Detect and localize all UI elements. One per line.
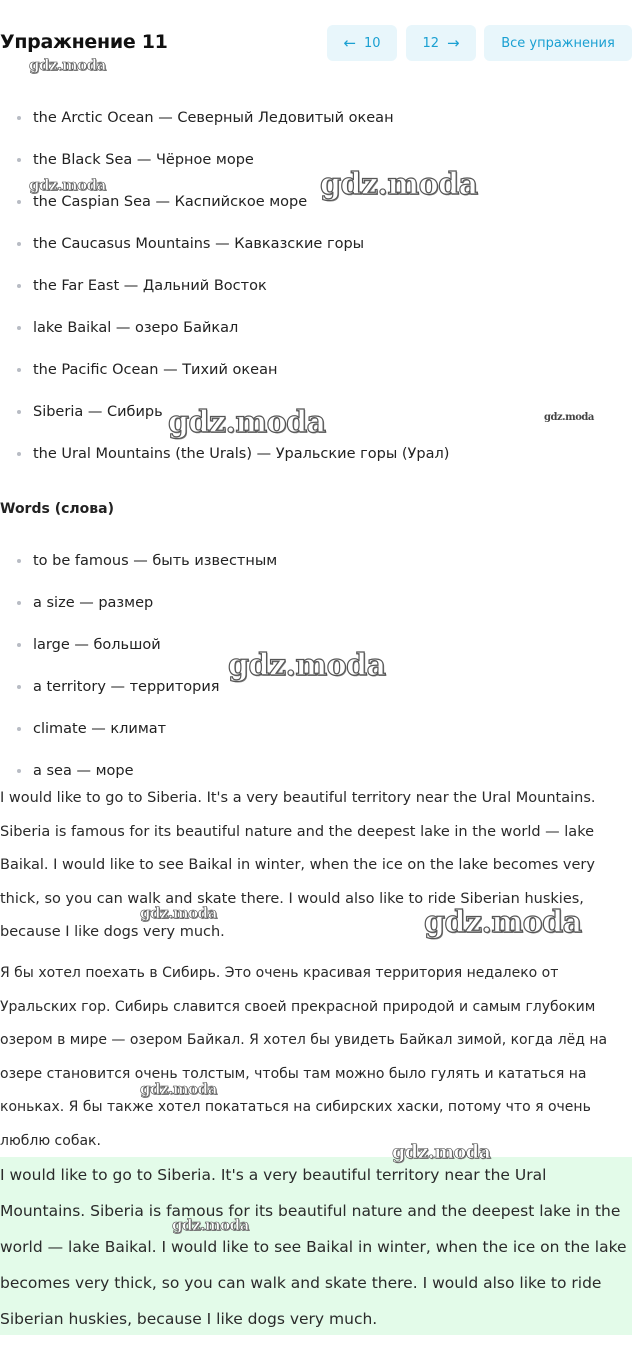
list-item: Siberia — Сибирь — [0, 391, 449, 433]
page-title: Упражнение 11 — [0, 31, 168, 53]
watermark-logo: gdz.moda — [140, 904, 217, 922]
list-item: the Ural Mountains (the Urals) — Уральские горы (Урал) — [0, 433, 449, 475]
watermark-logo: gdz.moda — [320, 167, 478, 202]
watermark-logo: gdz.moda — [424, 905, 582, 940]
list-item: climate — климат — [0, 708, 277, 750]
prev-exercise-label: 10 — [364, 35, 381, 51]
watermark-logo: gdz.moda — [29, 56, 106, 74]
list-item: the Far East — Дальний Восток — [0, 265, 449, 307]
arrow-right-icon: → — [446, 34, 460, 52]
watermark-logo: gdz.moda — [140, 1080, 217, 1098]
answer-text: I would like to go to Siberia. It's a very beautiful territory near the Ural Mountains. Siberia is famous for its beautiful nature and the deepest lake in the world — lake Baikal. I would like to see Baikal in winter, when the ice on the lake becomes very thick, so you can walk and skate there. I would also like to ride Siberian huskies, because I like dogs very much. — [0, 1166, 627, 1328]
next-exercise-button[interactable] — [406, 25, 476, 61]
watermark-logo: gdz.moda — [392, 1141, 491, 1163]
list-item: lake Baikal — озеро Байкал — [0, 307, 449, 349]
prev-exercise-button[interactable] — [327, 25, 397, 61]
words-heading: Words (слова) — [0, 501, 114, 517]
list-item: a territory — территория — [0, 666, 277, 708]
paragraph-russian: Я бы хотел поехать в Сибирь. Это очень красивая территория недалеко от Уральских гор. Сибирь славится своей прекрасной природой и самым глубоким озером в мире — озером Байкал. Я хотел бы увидеть Байкал зимой, когда лёд на озере становится очень толстым, чтобы там можно было гулять и кататься на коньках. Я бы также хотел покататься на сибирских хаски, потому что я очень люблю собак. — [0, 965, 608, 1149]
list-item: large — большой — [0, 624, 277, 666]
all-exercises-button[interactable] — [484, 25, 632, 61]
list-item: the Pacific Ocean — Тихий океан — [0, 349, 449, 391]
arrow-left-icon: ← — [343, 34, 357, 52]
paragraph-english: I would like to go to Siberia. It's a very beautiful territory near the Ural Mountains. Siberia is famous for its beautiful nature and the deepest lake in the world — lake Baikal. I would like to see Baikal in winter, when the ice on the lake becomes very thick, so you can walk and skate there. I would also like to ride Siberian huskies, because I like dogs very much. — [0, 790, 596, 940]
list-item: the Caucasus Mountains — Кавказские горы — [0, 223, 449, 265]
list-item: the Arctic Ocean — Северный Ледовитый океан — [0, 97, 449, 139]
watermark-logo: gdz.moda — [228, 648, 386, 683]
answer-block — [0, 1157, 632, 1335]
watermark-logo: gdz.moda — [29, 176, 106, 194]
next-exercise-label: 12 — [422, 35, 439, 51]
list-item: a size — размер — [0, 582, 277, 624]
list-item: a sea — море — [0, 750, 277, 792]
all-exercises-label: Все упражнения — [501, 35, 615, 51]
watermark-logo: gdz.moda — [544, 412, 594, 423]
list-item: to be famous — быть известным — [0, 540, 277, 582]
watermark-logo: gdz.moda — [168, 405, 326, 440]
list-item: the Black Sea — Чёрное море — [0, 139, 449, 181]
watermark-logo: gdz.moda — [172, 1216, 249, 1234]
list-item: the Caspian Sea — Каспийское море — [0, 181, 449, 223]
